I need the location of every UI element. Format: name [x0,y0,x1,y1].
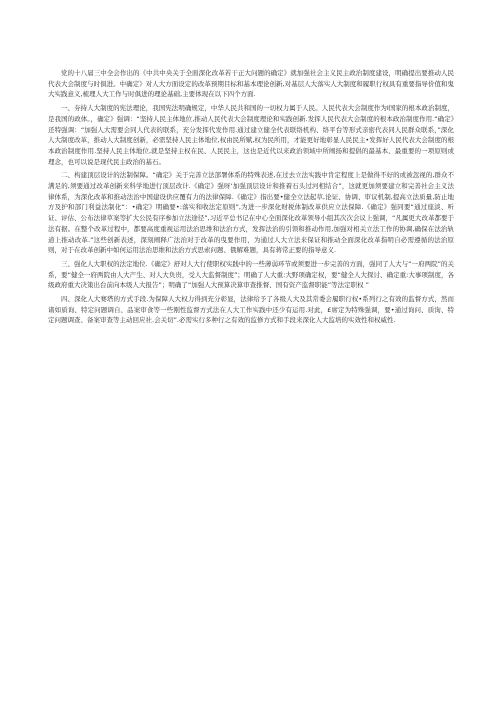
section-two-paragraph: 二、构建顶层设计的法制保障。“确定》关于完善立法部署体系的特殊表述,在过去立法实践中肯定程度上是做得不好的或被忽视的,群众不满足的,须要通过改革创新来科学地进行顶层改计.《确定》强呀‘加强顶层设计和推着石头过河相结合”，这就更加须要建立和完善社会主义法律体系，为深化改革和推动法治中国建设供应覆有力的法律保障.《确定》指出要•健全立法起草,论证、协调、审议机制,提高立法质量,防止地方及护和部门利益法制化“：•确定》明确要•:落实和收法定原则”,为进一步深化财税体制改革供应立法保障.《确定》强同要“通过座淡、听证、评估、公布法律草案等扩大公民有序参加立法途径”,习近平总书记在中心全面深化改革领导小组其次次会议上强调，“凡属更大改革都要于法有据。在整个改革过程中，都要高度重视运用法治思维和法治方式，发挥法治的引领和推动作用,加强对相关立法工作的协调,确保在法治轨道上推动改革.”这些创新表述，深刻阐释广法治对于改革的曳要作用，为通过人大立法来保证和推动全面深化改革指明自必需遵循的法治原则，对于在改革创新中如何运用法治思维和法治方式思索问题、俄解难题，具有蒋常正要的指导意义. [48,171,454,255]
section-one-paragraph: 一、夯持人大制度的宪法理论，我国宪法明确规定，中华人民共和国的一切权力属于人民。人民代表大会制度作为Ⅰ国家的根本政治制度，是我国的政体。，确定》强调：“坚持人民主体地位,推动人民代表大会制度理论和实践创新.发挥人民代表大会制度的根本政治制度作用.“确定》还特强调：“加强人大需要会同人代表的联系，充分发挥代发作用.通过建立健全代表联络机构、络平台等形式亲密代表同人民群众联系，”深化人大制度改革，推动人大制度创新，必需坚持人民主体地位,权由民所赋,权为民所用，才能更好地彰显人民民主•发挥好人民代表大会制度的根本政治制度作用.坚持人民主体地位,就是坚持主权在民、人民民主，这也是近代以来政治领域中所阐扬和提倡的最基本、最重要的一项原则或理念，也可以说是现代民主政治的基石。 [48,104,454,166]
section-three-paragraph: 三、强化人大职权的法定地位.《确定》舒对人大行使职权实践中的一些薄弱环节或须要进一步完善的方面，强同了人大与“一府两院”的关系，要“健全一府两院由人大产生、对人大负贵，受人大监督制度”；明确了人大重:大野项确定权，要“健全人大探讨、确定重:大事项制度，各级政府重大决策出台前向本级人大报告”；明确了“加强人大预算决算审查推督、国有资产监督职能”等法定职权 ” [48,259,454,290]
intro-paragraph: 党的十八届三中全会作出的《中共中央关于全面深化改革若干正大问题的确定》就加强社会主义民主政治制度建设，明确提出要推动人民代表大会制度与时俱进。中确定》对人大方面设定的改革预期目标和基本理论创新,对基层人大落实人大制度和履职行权具有重要指导价值和鬼大实践意义,梳理人大工作与时俱进的理论基础,主要体现在以下四个方面. [48,69,454,99]
section-four-paragraph: 四、深化人大赛塔的方式手段.为保障人大权力得到充分彰显，法律给予了各级人大及其常委会履职行权•系列行之有效的监督方式，然而诸如质询、特定问题调自、品案审食等一些刚性监督方式法在人大工作实践中还少有运用.对此，£席定为特殊强调，要•通过询问、质询、特定问题调查、备案审查等主动回应社.会关切”.必需实行多种行之有效的监修方式和手段来深化人大监培的实效性和权威性. [48,295,454,325]
document-body [48,68,454,329]
